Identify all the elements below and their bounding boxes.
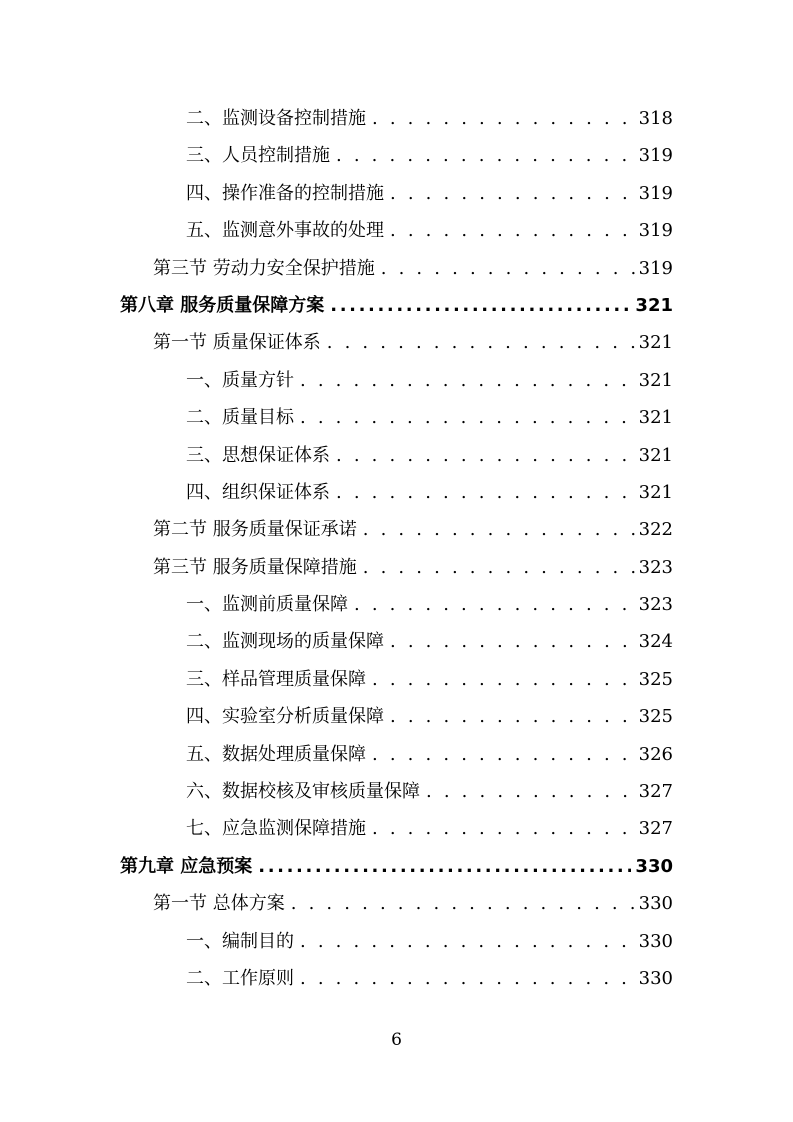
dot-leader	[258, 848, 631, 885]
toc-entry-page: 325	[638, 706, 673, 728]
toc-entry-title: 五、监测意外事故的处理	[186, 220, 384, 242]
toc-entry-page: 326	[638, 743, 673, 765]
toc-entry-page: 321	[638, 369, 673, 391]
toc-subsection-entry[interactable]	[120, 212, 673, 249]
dot-leader	[330, 287, 631, 324]
toc-section-entry[interactable]	[120, 324, 673, 361]
toc-entry-page: 327	[638, 818, 673, 840]
toc-entry-title: 四、组织保证体系	[186, 481, 330, 503]
dot-leader	[372, 810, 635, 847]
toc-entry-title: 三、思想保证体系	[186, 444, 330, 466]
toc-entry-page: 318	[638, 108, 673, 129]
dot-leader	[372, 661, 635, 698]
dot-leader	[300, 923, 635, 960]
dot-leader	[426, 773, 635, 810]
toc-entry-page: 321	[635, 294, 673, 316]
toc-entry-page: 319	[638, 182, 673, 204]
toc-entry-title: 四、操作准备的控制措施	[186, 182, 384, 204]
toc-entry-page: 319	[638, 257, 673, 279]
toc-entry-page: 322	[638, 519, 673, 541]
toc-entry-page: 321	[638, 332, 673, 354]
dot-leader	[300, 399, 635, 436]
dot-leader	[291, 885, 635, 922]
table-of-contents	[120, 100, 673, 997]
toc-subsection-entry[interactable]	[120, 698, 673, 735]
toc-entry-title: 第一节 质量保证体系	[153, 332, 321, 354]
page-number: 6	[391, 1030, 402, 1050]
toc-entry-title: 一、监测前质量保障	[186, 594, 348, 616]
toc-entry-page: 325	[638, 668, 673, 690]
toc-entry-page: 327	[638, 781, 673, 803]
toc-entry-page: 330	[638, 893, 673, 915]
toc-section-entry[interactable]	[120, 250, 673, 287]
toc-subsection-entry[interactable]	[120, 586, 673, 623]
toc-entry-title: 二、监测现场的质量保障	[186, 631, 384, 653]
toc-entry-title: 一、编制目的	[186, 930, 294, 952]
toc-entry-title: 第三节 服务质量保障措施	[153, 556, 357, 578]
toc-section-entry[interactable]	[120, 885, 673, 922]
toc-entry-page: 319	[638, 220, 673, 242]
dot-leader	[390, 698, 635, 735]
toc-entry-title: 二、工作原则	[186, 967, 294, 989]
dot-leader	[354, 586, 635, 623]
toc-subsection-entry[interactable]	[120, 923, 673, 960]
dot-leader	[363, 549, 635, 586]
toc-subsection-entry[interactable]	[120, 773, 673, 810]
toc-entry-page: 319	[638, 145, 673, 167]
toc-subsection-entry[interactable]	[120, 399, 673, 436]
toc-entry-title: 二、质量目标	[186, 407, 294, 429]
toc-entry-page: 330	[638, 930, 673, 952]
toc-entry-title: 三、样品管理质量保障	[186, 668, 366, 690]
toc-entry-page: 321	[638, 481, 673, 503]
toc-subsection-entry[interactable]	[120, 736, 673, 773]
dot-leader	[300, 362, 635, 399]
toc-chapter-entry[interactable]	[120, 287, 673, 324]
toc-entry-title: 一、质量方针	[186, 369, 294, 391]
dot-leader	[300, 960, 635, 997]
toc-subsection-entry[interactable]	[120, 137, 673, 174]
toc-entry-page: 330	[635, 855, 673, 877]
toc-entry-page: 324	[638, 631, 673, 653]
dot-leader	[381, 250, 635, 287]
toc-entry-title: 第二节 服务质量保证承诺	[153, 519, 357, 541]
toc-subsection-entry[interactable]	[120, 362, 673, 399]
toc-entry-page: 330	[638, 967, 673, 989]
toc-section-entry[interactable]	[120, 511, 673, 548]
toc-entry-title: 二、监测设备控制措施	[186, 108, 366, 129]
dot-leader	[372, 100, 635, 137]
toc-entry-title: 六、数据校核及审核质量保障	[186, 781, 420, 803]
toc-section-entry[interactable]	[120, 549, 673, 586]
toc-subsection-entry[interactable]	[120, 437, 673, 474]
dot-leader	[336, 137, 635, 174]
toc-subsection-entry[interactable]	[120, 810, 673, 847]
toc-subsection-entry[interactable]	[120, 623, 673, 660]
toc-subsection-entry[interactable]	[120, 661, 673, 698]
toc-subsection-entry[interactable]	[120, 175, 673, 212]
toc-entry-page: 321	[638, 444, 673, 466]
toc-entry-page: 323	[638, 594, 673, 616]
toc-entry-page: 323	[638, 556, 673, 578]
toc-subsection-entry[interactable]	[120, 960, 673, 997]
dot-leader	[336, 474, 635, 511]
toc-entry-title: 五、数据处理质量保障	[186, 743, 366, 765]
toc-subsection-entry[interactable]	[120, 474, 673, 511]
toc-entry-title: 第一节 总体方案	[153, 893, 285, 915]
dot-leader	[336, 437, 635, 474]
toc-entry-title: 四、实验室分析质量保障	[186, 706, 384, 728]
dot-leader	[390, 623, 635, 660]
toc-entry-title: 七、应急监测保障措施	[186, 818, 366, 840]
dot-leader	[390, 212, 635, 249]
toc-entry-page: 321	[638, 407, 673, 429]
toc-entry-title: 第三节 劳动力安全保护措施	[153, 257, 375, 279]
dot-leader	[363, 511, 635, 548]
toc-chapter-entry[interactable]	[120, 848, 673, 885]
dot-leader	[327, 324, 635, 361]
toc-entry-title: 第九章 应急预案	[120, 855, 253, 877]
dot-leader	[390, 175, 635, 212]
toc-entry-title: 第八章 服务质量保障方案	[120, 294, 325, 316]
toc-entry-title: 三、人员控制措施	[186, 145, 330, 167]
toc-subsection-entry[interactable]	[120, 100, 673, 137]
dot-leader	[372, 736, 635, 773]
